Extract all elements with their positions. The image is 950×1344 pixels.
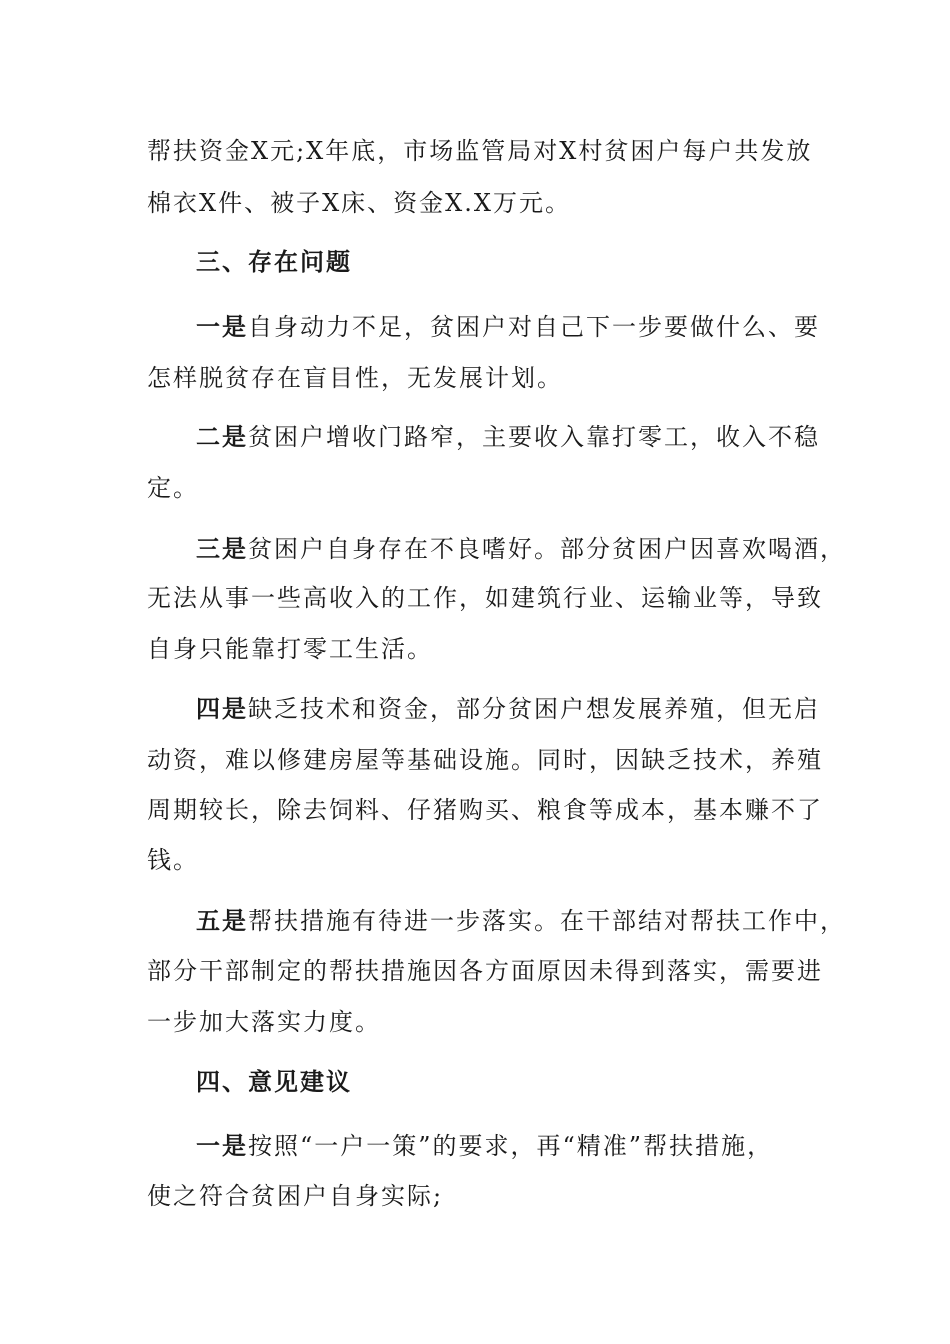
item-lead: 四是 xyxy=(196,695,248,723)
intro-line: 帮扶资金X元;X年底，市场监管局对X村贫困户每户共发放 xyxy=(147,137,813,165)
item-text: 自身动力不足，贫困户对自己下一步要做什么、要 xyxy=(248,313,820,341)
intro-line: 棉衣X件、被子X床、资金X.X万元。 xyxy=(147,189,571,217)
paragraph-line: 自身只能靠打零工生活。 xyxy=(147,635,433,663)
item-text: 按照“一户一策”的要求，再“精准”帮扶措施， xyxy=(248,1132,774,1160)
paragraph-line xyxy=(196,1131,773,1161)
paragraph-line: 定。 xyxy=(147,474,199,502)
paragraph-line: 一步加大落实力度。 xyxy=(147,1008,381,1036)
paragraph-line: 动资，难以修建房屋等基础设施。同时，因缺乏技术，养殖 xyxy=(147,746,823,774)
item-lead: 一是 xyxy=(196,1132,248,1160)
paragraph-line: 周期较长，除去饲料、仔猪购买、粮食等成本，基本赚不了 xyxy=(147,796,823,824)
section-heading-problems: 三、存在问题 xyxy=(196,248,352,276)
paragraph-line: 部分干部制定的帮扶措施因各方面原因未得到落实，需要进 xyxy=(147,957,823,985)
item-text: 贫困户自身存在不良嗜好。部分贫困户因喜欢喝酒， xyxy=(248,535,846,563)
item-text: 贫困户增收门路窄，主要收入靠打零工，收入不稳 xyxy=(248,423,820,451)
item-lead: 五是 xyxy=(196,907,248,935)
item-text: 缺乏技术和资金，部分贫困户想发展养殖，但无启 xyxy=(248,695,820,723)
paragraph-line xyxy=(196,422,820,452)
paragraph-line: 无法从事一些高收入的工作，如建筑行业、运输业等，导致 xyxy=(147,584,823,612)
paragraph-line: 使之符合贫困户自身实际; xyxy=(147,1182,444,1210)
paragraph-line xyxy=(196,906,846,936)
item-lead: 三是 xyxy=(196,535,248,563)
item-lead: 二是 xyxy=(196,423,248,451)
item-lead: 一是 xyxy=(196,313,248,341)
paragraph-line xyxy=(196,694,820,724)
paragraph-line: 怎样脱贫存在盲目性，无发展计划。 xyxy=(147,364,563,392)
section-heading-suggestions: 四、意见建议 xyxy=(196,1068,352,1096)
item-text: 帮扶措施有待进一步落实。在干部结对帮扶工作中， xyxy=(248,907,846,935)
paragraph-line xyxy=(196,534,846,564)
paragraph-line xyxy=(196,312,820,342)
paragraph-line: 钱。 xyxy=(147,846,199,874)
